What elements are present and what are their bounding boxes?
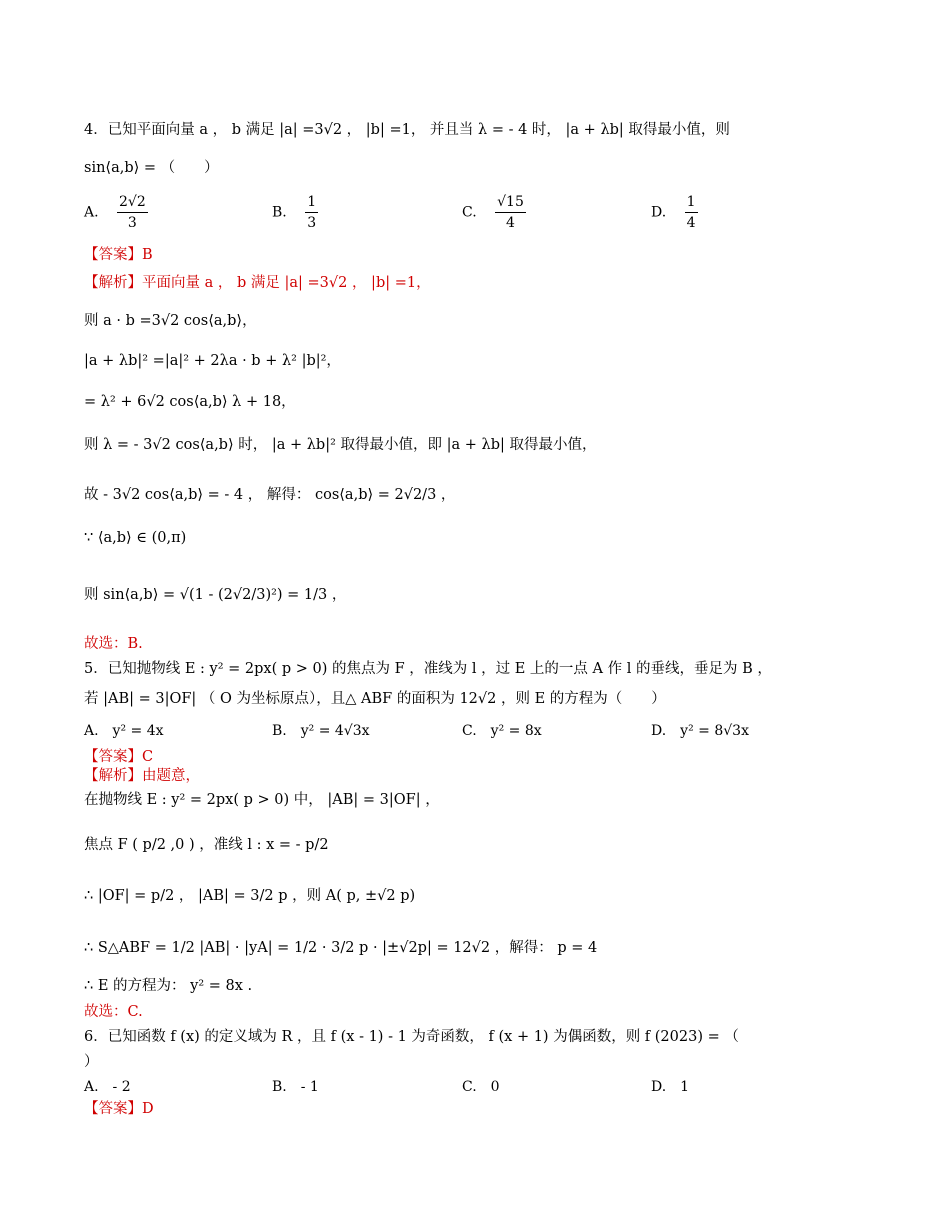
- q4-analysis-line: ∵ ⟨a,b⟩ ∈ (0,π): [84, 530, 187, 546]
- q5-answer: 【答案】C: [84, 749, 154, 765]
- q4-answer: 【答案】B: [84, 247, 153, 263]
- q4-option-d-denominator: 4: [686, 215, 696, 231]
- q4-analysis-line: 则 λ = - 3√2 cos⟨a,b⟩ 时， |a + λb|² 取得最小值，即 |a + λb| 取得最小值，: [84, 437, 597, 453]
- q5-option-b: B. y² = 4√3x: [272, 723, 370, 739]
- q6-stem-line1: 6．已知函数 f (x) 的定义域为 R ，且 f (x - 1) - 1 为奇函数， f (x + 1) 为偶函数，则 f (2023) = （: [84, 1029, 739, 1045]
- q4-analysis-line: |a + λb|² =|a|² + 2λa · b + λ² |b|²，: [84, 353, 341, 369]
- q4-analysis-line: 则 sin⟨a,b⟩ = √(1 - (2√2/3)²) = 1/3 ，: [84, 587, 347, 603]
- q4-analysis-line: 则 a · b =3√2 cos⟨a,b⟩，: [84, 313, 257, 329]
- q4-option-a: [84, 192, 151, 233]
- q5-analysis-line: 【解析】由题意，: [84, 768, 200, 784]
- q4-option-c: [462, 192, 529, 233]
- q6-option-b: B. - 1: [272, 1079, 319, 1095]
- q5-stem-line1: 5．已知抛物线 E : y² = 2px( p > 0) 的焦点为 F ，准线为 l ，过 E 上的一点 A 作 l 的垂线，垂足为 B ，: [84, 661, 772, 677]
- q4-analysis-line: 【解析】平面向量 a ， b 满足 |a| =3√2 ， |b| =1，: [84, 275, 431, 291]
- q4-option-d: [651, 192, 701, 233]
- q5-analysis-line: ∴ S△ABF = 1/2 |AB| · |yA| = 1/2 · 3/2 p · |±√2p| = 12√2 ，解得： p = 4: [84, 940, 598, 956]
- q4-option-d-numerator: 1: [685, 192, 698, 213]
- q4-option-b: [272, 192, 321, 233]
- q4-analysis-line: 故选：B.: [84, 636, 143, 652]
- q5-analysis-line: 焦点 F ( p/2 ,0 ) ，准线 l : x = - p/2: [84, 837, 329, 853]
- q4-option-b-numerator: 1: [305, 192, 318, 213]
- q4-option-c-denominator: 4: [506, 215, 515, 231]
- q4-option-b-label: B.: [272, 204, 287, 221]
- q6-option-a: A. - 2: [84, 1079, 131, 1095]
- q4-analysis-line: 故 - 3√2 cos⟨a,b⟩ = - 4 ， 解得： cos⟨a,b⟩ = 2√2/3 ，: [84, 487, 456, 503]
- q4-stem-line1: 4．已知平面向量 a ， b 满足 |a| =3√2 ， |b| =1， 并且当 λ = - 4 时， |a + λb| 取得最小值，则: [84, 122, 730, 138]
- q4-option-a-label: A.: [84, 204, 99, 221]
- q5-analysis-line: 在抛物线 E : y² = 2px( p > 0) 中， |AB| = 3|OF| ，: [84, 792, 440, 808]
- q5-option-c: C. y² = 8x: [462, 723, 542, 739]
- q5-analysis-line: ∴ E 的方程为： y² = 8x .: [84, 978, 253, 994]
- q4-option-d-label: D.: [651, 204, 667, 221]
- q5-option-d: D. y² = 8√3x: [651, 723, 749, 739]
- q4-option-a-numerator: 2√2: [117, 192, 148, 213]
- q5-stem-line2: 若 |AB| = 3|OF| （ O 为坐标原点），且△ ABF 的面积为 12√2 ，则 E 的方程为（ ）: [84, 691, 666, 707]
- q6-option-c: C. 0: [462, 1079, 500, 1095]
- q4-analysis-line: = λ² + 6√2 cos⟨a,b⟩ λ + 18，: [84, 394, 296, 410]
- q5-option-a: A. y² = 4x: [84, 723, 164, 739]
- q4-option-c-label: C.: [462, 204, 477, 221]
- q4-option-a-denominator: 3: [127, 215, 137, 231]
- q6-option-d: D. 1: [651, 1079, 690, 1095]
- q5-analysis-line: ∴ |OF| = p/2 ， |AB| = 3/2 p ，则 A( p, ±√2 p): [84, 888, 416, 904]
- q4-stem-line2: sin⟨a,b⟩ = （ ）: [84, 160, 219, 176]
- q4-option-b-denominator: 3: [307, 215, 317, 231]
- q6-stem-line2: ）: [84, 1054, 99, 1070]
- q6-answer: 【答案】D: [84, 1101, 154, 1117]
- q5-analysis-line: 故选：C.: [84, 1004, 143, 1020]
- q4-option-c-numerator: √15: [495, 192, 526, 213]
